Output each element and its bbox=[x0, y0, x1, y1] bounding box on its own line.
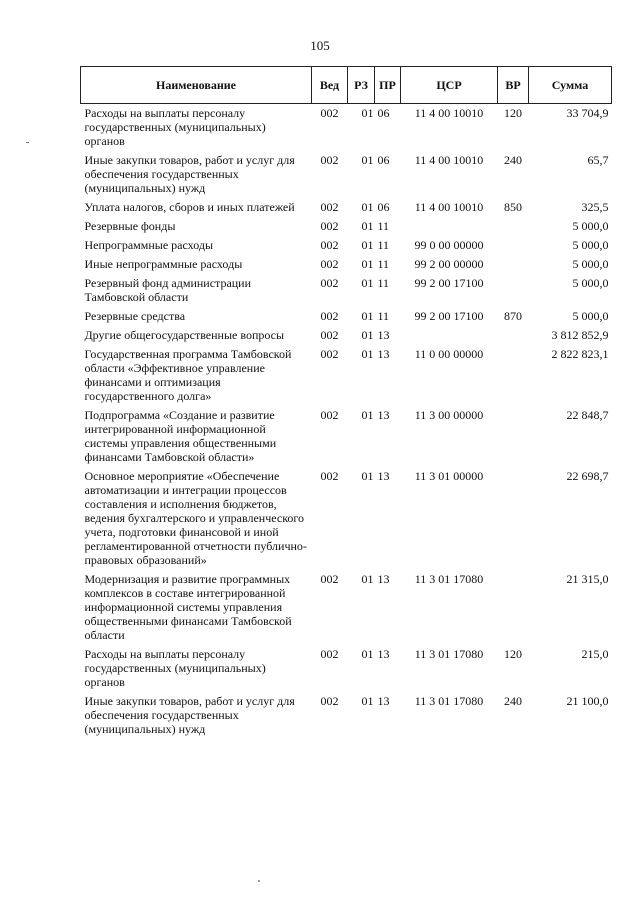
cell-csr bbox=[401, 217, 498, 236]
table-body bbox=[81, 104, 612, 740]
cell-csr: 99 2 00 00000 bbox=[414, 257, 484, 271]
header-rz: РЗ bbox=[348, 67, 375, 104]
cell-name: Государственная программа Тамбовской области «Эффективное управление финансами и оптимизация государственного долга» bbox=[84, 347, 292, 403]
cell-vr bbox=[498, 406, 529, 467]
cell-sum: 5 000,0 bbox=[572, 257, 609, 271]
table-row bbox=[81, 326, 612, 345]
cell-vr: 870 bbox=[504, 309, 522, 323]
cell-vr bbox=[498, 345, 529, 406]
cell-csr: 11 4 00 10010 bbox=[414, 200, 484, 214]
cell-sum: 21 315,0 bbox=[566, 572, 609, 586]
cell-pr: 06 bbox=[377, 200, 390, 214]
cell-vr: 240 bbox=[504, 694, 522, 708]
cell-csr: 11 4 00 10010 bbox=[414, 106, 484, 120]
table-row bbox=[81, 217, 612, 236]
header-sum: Сумма bbox=[529, 67, 612, 104]
table-row bbox=[81, 151, 612, 198]
cell-csr: 99 2 00 17100 bbox=[414, 276, 484, 290]
cell-vr bbox=[498, 467, 529, 570]
header-csr: ЦСР bbox=[401, 67, 498, 104]
cell-sum: 21 100,0 bbox=[566, 694, 609, 708]
cell-sum: 3 812 852,9 bbox=[551, 328, 609, 342]
cell-csr: 11 3 01 17080 bbox=[414, 694, 484, 708]
cell-csr: 11 3 00 00000 bbox=[414, 408, 484, 422]
table-row bbox=[81, 570, 612, 645]
cell-rz: 01 bbox=[361, 647, 374, 661]
cell-ved: 002 bbox=[320, 309, 339, 323]
cell-vr bbox=[498, 255, 529, 274]
cell-pr: 13 bbox=[377, 469, 390, 483]
table-row bbox=[81, 692, 612, 739]
cell-ved: 002 bbox=[320, 219, 339, 233]
table-row bbox=[81, 467, 612, 570]
cell-ved: 002 bbox=[320, 238, 339, 252]
cell-rz: 01 bbox=[361, 408, 374, 422]
table-row bbox=[81, 307, 612, 326]
cell-csr: 11 3 01 17080 bbox=[414, 647, 484, 661]
cell-pr: 13 bbox=[377, 347, 390, 361]
cell-rz: 01 bbox=[361, 238, 374, 252]
cell-ved: 002 bbox=[320, 276, 339, 290]
cell-rz: 01 bbox=[361, 276, 374, 290]
header-name: Наименование bbox=[81, 67, 312, 104]
table-row bbox=[81, 104, 612, 152]
cell-sum: 215,0 bbox=[581, 647, 609, 661]
cell-rz: 01 bbox=[361, 219, 374, 233]
cell-name: Уплата налогов, сборов и иных платежей bbox=[84, 200, 295, 214]
cell-ved: 002 bbox=[320, 347, 339, 361]
cell-pr: 11 bbox=[377, 276, 390, 290]
cell-name: Иные непрограммные расходы bbox=[84, 257, 243, 271]
cell-name: Расходы на выплаты персоналу государственных (муниципальных) органов bbox=[84, 106, 266, 148]
cell-rz: 01 bbox=[361, 200, 374, 214]
header-pr: ПР bbox=[375, 67, 401, 104]
table-row bbox=[81, 345, 612, 406]
scan-dot bbox=[258, 880, 260, 882]
cell-ved: 002 bbox=[320, 694, 339, 708]
cell-pr: 13 bbox=[377, 572, 390, 586]
cell-ved: 002 bbox=[320, 257, 339, 271]
table-header bbox=[81, 67, 612, 104]
cell-pr: 13 bbox=[377, 694, 390, 708]
cell-ved: 002 bbox=[320, 153, 339, 167]
cell-name: Иные закупки товаров, работ и услуг для обеспечения государственных (муниципальных) нужд bbox=[84, 694, 295, 736]
cell-name: Резервные фонды bbox=[84, 219, 176, 233]
cell-rz: 01 bbox=[361, 257, 374, 271]
cell-pr: 11 bbox=[377, 219, 390, 233]
cell-name: Иные закупки товаров, работ и услуг для обеспечения государственных (муниципальных) нужд bbox=[84, 153, 295, 195]
table-row bbox=[81, 645, 612, 692]
cell-vr: 850 bbox=[504, 200, 522, 214]
cell-sum: 2 822 823,1 bbox=[551, 347, 609, 361]
table-row bbox=[81, 255, 612, 274]
cell-sum: 5 000,0 bbox=[572, 219, 609, 233]
table-row bbox=[81, 198, 612, 217]
cell-name: Резервный фонд администрации Тамбовской области bbox=[84, 276, 252, 304]
cell-csr: 99 0 00 00000 bbox=[414, 238, 484, 252]
cell-csr: 11 3 01 00000 bbox=[414, 469, 484, 483]
cell-csr: 11 4 00 10010 bbox=[414, 153, 484, 167]
cell-csr: 11 3 01 17080 bbox=[414, 572, 484, 586]
header-ved: Вед bbox=[312, 67, 348, 104]
cell-rz: 01 bbox=[361, 106, 374, 120]
cell-name: Модернизация и развитие программных комплексов в составе интегрированной информационной системы управления общественными финансами Тамбовской области bbox=[84, 572, 292, 642]
cell-vr: 120 bbox=[504, 106, 522, 120]
cell-sum: 325,5 bbox=[581, 200, 609, 214]
cell-rz: 01 bbox=[361, 328, 374, 342]
cell-ved: 002 bbox=[320, 647, 339, 661]
cell-rz: 01 bbox=[361, 469, 374, 483]
header-vr: ВР bbox=[498, 67, 529, 104]
cell-name: Основное мероприятие «Обеспечение автоматизации и интеграции процессов составления и исполнения бюджетов, ведения бухгалтерского и управленческого учета, подготовки финансовой и иной регламентированной отчетности публично-правовых образований» bbox=[84, 469, 307, 567]
cell-pr: 06 bbox=[377, 106, 390, 120]
header-row bbox=[81, 67, 612, 104]
cell-vr bbox=[498, 236, 529, 255]
cell-vr: 240 bbox=[504, 153, 522, 167]
cell-ved: 002 bbox=[320, 328, 339, 342]
cell-vr bbox=[498, 326, 529, 345]
cell-sum: 65,7 bbox=[587, 153, 609, 167]
cell-ved: 002 bbox=[320, 469, 339, 483]
table-row bbox=[81, 406, 612, 467]
cell-ved: 002 bbox=[320, 200, 339, 214]
cell-rz: 01 bbox=[361, 309, 374, 323]
cell-sum: 33 704,9 bbox=[566, 106, 609, 120]
cell-rz: 01 bbox=[361, 153, 374, 167]
table-row bbox=[81, 236, 612, 255]
cell-sum: 5 000,0 bbox=[572, 238, 609, 252]
scan-mark bbox=[26, 142, 29, 143]
cell-csr bbox=[401, 326, 498, 345]
cell-pr: 06 bbox=[377, 153, 390, 167]
cell-csr: 99 2 00 17100 bbox=[414, 309, 484, 323]
cell-vr bbox=[498, 274, 529, 307]
cell-sum: 5 000,0 bbox=[572, 276, 609, 290]
cell-name: Подпрограмма «Создание и развитие интегрированной информационной системы управления общественными финансами Тамбовской области» bbox=[84, 408, 277, 464]
cell-pr: 13 bbox=[377, 328, 390, 342]
cell-pr: 13 bbox=[377, 408, 390, 422]
budget-table bbox=[80, 66, 612, 739]
cell-csr: 11 0 00 00000 bbox=[414, 347, 484, 361]
cell-rz: 01 bbox=[361, 347, 374, 361]
cell-pr: 11 bbox=[377, 309, 390, 323]
cell-ved: 002 bbox=[320, 106, 339, 120]
cell-vr bbox=[498, 217, 529, 236]
cell-name: Непрограммные расходы bbox=[84, 238, 214, 252]
cell-sum: 22 698,7 bbox=[566, 469, 609, 483]
page-number: 105 bbox=[310, 38, 330, 53]
cell-vr: 120 bbox=[504, 647, 522, 661]
cell-rz: 01 bbox=[361, 694, 374, 708]
cell-name: Резервные средства bbox=[84, 309, 186, 323]
cell-name: Другие общегосударственные вопросы bbox=[84, 328, 285, 342]
cell-pr: 13 bbox=[377, 647, 390, 661]
cell-sum: 5 000,0 bbox=[572, 309, 609, 323]
cell-pr: 11 bbox=[377, 238, 390, 252]
cell-ved: 002 bbox=[320, 572, 339, 586]
cell-ved: 002 bbox=[320, 408, 339, 422]
cell-pr: 11 bbox=[377, 257, 390, 271]
cell-rz: 01 bbox=[361, 572, 374, 586]
cell-sum: 22 848,7 bbox=[566, 408, 609, 422]
cell-name: Расходы на выплаты персоналу государственных (муниципальных) органов bbox=[84, 647, 266, 689]
table-row bbox=[81, 274, 612, 307]
cell-vr bbox=[498, 570, 529, 645]
